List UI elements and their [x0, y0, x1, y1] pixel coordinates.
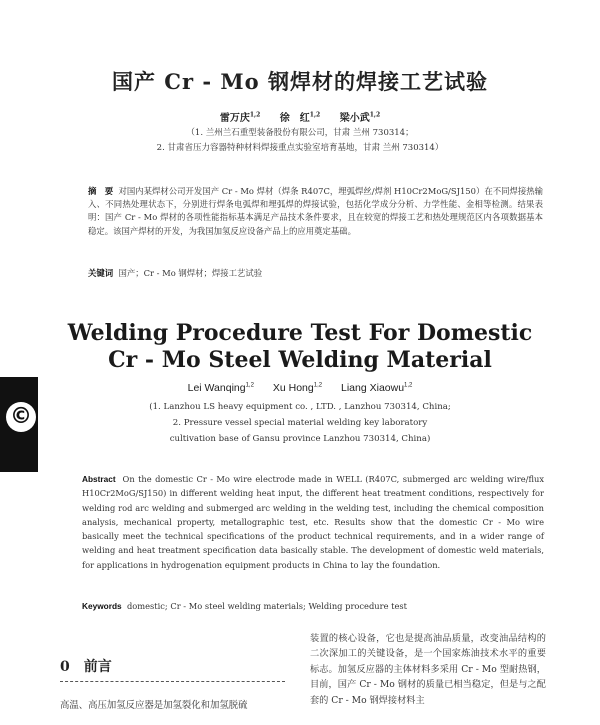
english-affiliation-1: (1. Lanzhou LS heavy equipment co. , LTD. , Lanzhou 730314, China;: [149, 402, 451, 412]
section-heading: [60, 656, 112, 676]
english-abstract-text: On the domestic Cr - Mo wire electrode made in WELL (R407C, submerged arc welding wire/flux H10Cr2MoG/SJ150) in different welding heat input, the different heat treatment conditions, respectively for welding rod arc welding and submerged arc welding in the welding test, including the chemical composition analysis, mechanical property, metallographic test, etc. Results show that the domestic Cr - Mo wire basically meet the technical specifications of the product technical requirements, and in a wider range of welding and heat treatment specification data basically stable. The development of domestic weld materials, for applications in hydrogenation equipment products in China to lay the foundation.: [82, 474, 545, 570]
chinese-affiliation-1: （1. 兰州兰石重型装备股份有限公司，甘肃 兰州 730314；: [186, 128, 414, 138]
chinese-author: 徐 红$^{1,2}$: [279, 111, 321, 124]
chinese-keywords: [88, 267, 543, 279]
chinese-affiliation-2: 2. 甘肃省压力容器特种材料焊接重点实验室培育基地，甘肃 兰州 730314）: [156, 143, 444, 153]
chinese-abstract-label: 摘 要: [88, 186, 114, 196]
english-keywords: [82, 601, 544, 611]
section-divider: [60, 681, 285, 682]
chinese-abstract: [88, 185, 543, 238]
english-abstract-label: Abstract: [82, 474, 116, 484]
chinese-author: 梁小武$^{1,2}$: [339, 111, 381, 124]
body-text-right-column: 装置的核心设备，它也是提高油品质量，改变油品结构的二次深加工的关键设备，是一个国家炼油技术水平的重要标志。加氢反应器的主体材料多采用 Cr - Mo 型耐热钢，目前，国产 Cr - Mo 钢材的质量已相当稳定，但是与之配套的 Cr - Mo 钢焊接材料主: [310, 633, 546, 706]
chinese-authors: [0, 109, 600, 124]
body-text-left-column: 高温、高压加氢反应器是加氢裂化和加氢脱硫: [60, 700, 248, 711]
copyright-icon: ©: [6, 402, 36, 432]
chinese-keywords-text: 国产；Cr - Mo 钢焊材；焊接工艺试验: [118, 268, 263, 278]
section-title: 前言: [83, 659, 112, 675]
english-author: Lei Wanqing$^{1,2}$: [187, 382, 254, 394]
english-title-line-1: Welding Procedure Test For Domestic: [67, 320, 533, 346]
english-affiliation-3: cultivation base of Gansu province Lanzhou 730314, China): [169, 434, 431, 444]
chinese-keywords-label: 关键词: [88, 268, 114, 278]
english-keywords-text: domestic; Cr - Mo steel welding materials; Welding procedure test: [126, 601, 407, 611]
english-author: Xu Hong$^{1,2}$: [272, 382, 323, 394]
chinese-title: 国产 Cr - Mo 钢焊材的焊接工艺试验: [112, 69, 488, 94]
english-keywords-label: Keywords: [82, 601, 122, 611]
english-author: Liang Xiaowu$^{1,2}$: [341, 382, 413, 394]
english-affiliation-2: 2. Pressure vessel special material welding key laboratory: [172, 418, 428, 428]
english-authors: [0, 382, 600, 394]
chinese-author: 雷万庆$^{1,2}$: [219, 111, 261, 124]
english-abstract: [82, 472, 544, 572]
english-title-line-2: Cr - Mo Steel Welding Material: [108, 347, 492, 373]
chinese-abstract-text: 对国内某焊材公司开发国产 Cr - Mo 焊材（焊条 R407C，埋弧焊丝/焊剂 H10Cr2MoG/SJ150）在不同焊接热输入、不同热处理状态下，分别进行焊条电弧焊和埋弧焊的焊接试验，包括化学成分分析、力学性能、金相等检测。结果表明：国产 Cr - Mo 焊材的各项性能指标基本满足产品技术条件要求，且在较宽的焊接工艺和热处理规范区内各项数据基本稳定。该国产焊材的开发，为我国加氢反应设备产品上的应用奠定基础。: [88, 186, 544, 236]
section-number: 0: [60, 659, 70, 675]
